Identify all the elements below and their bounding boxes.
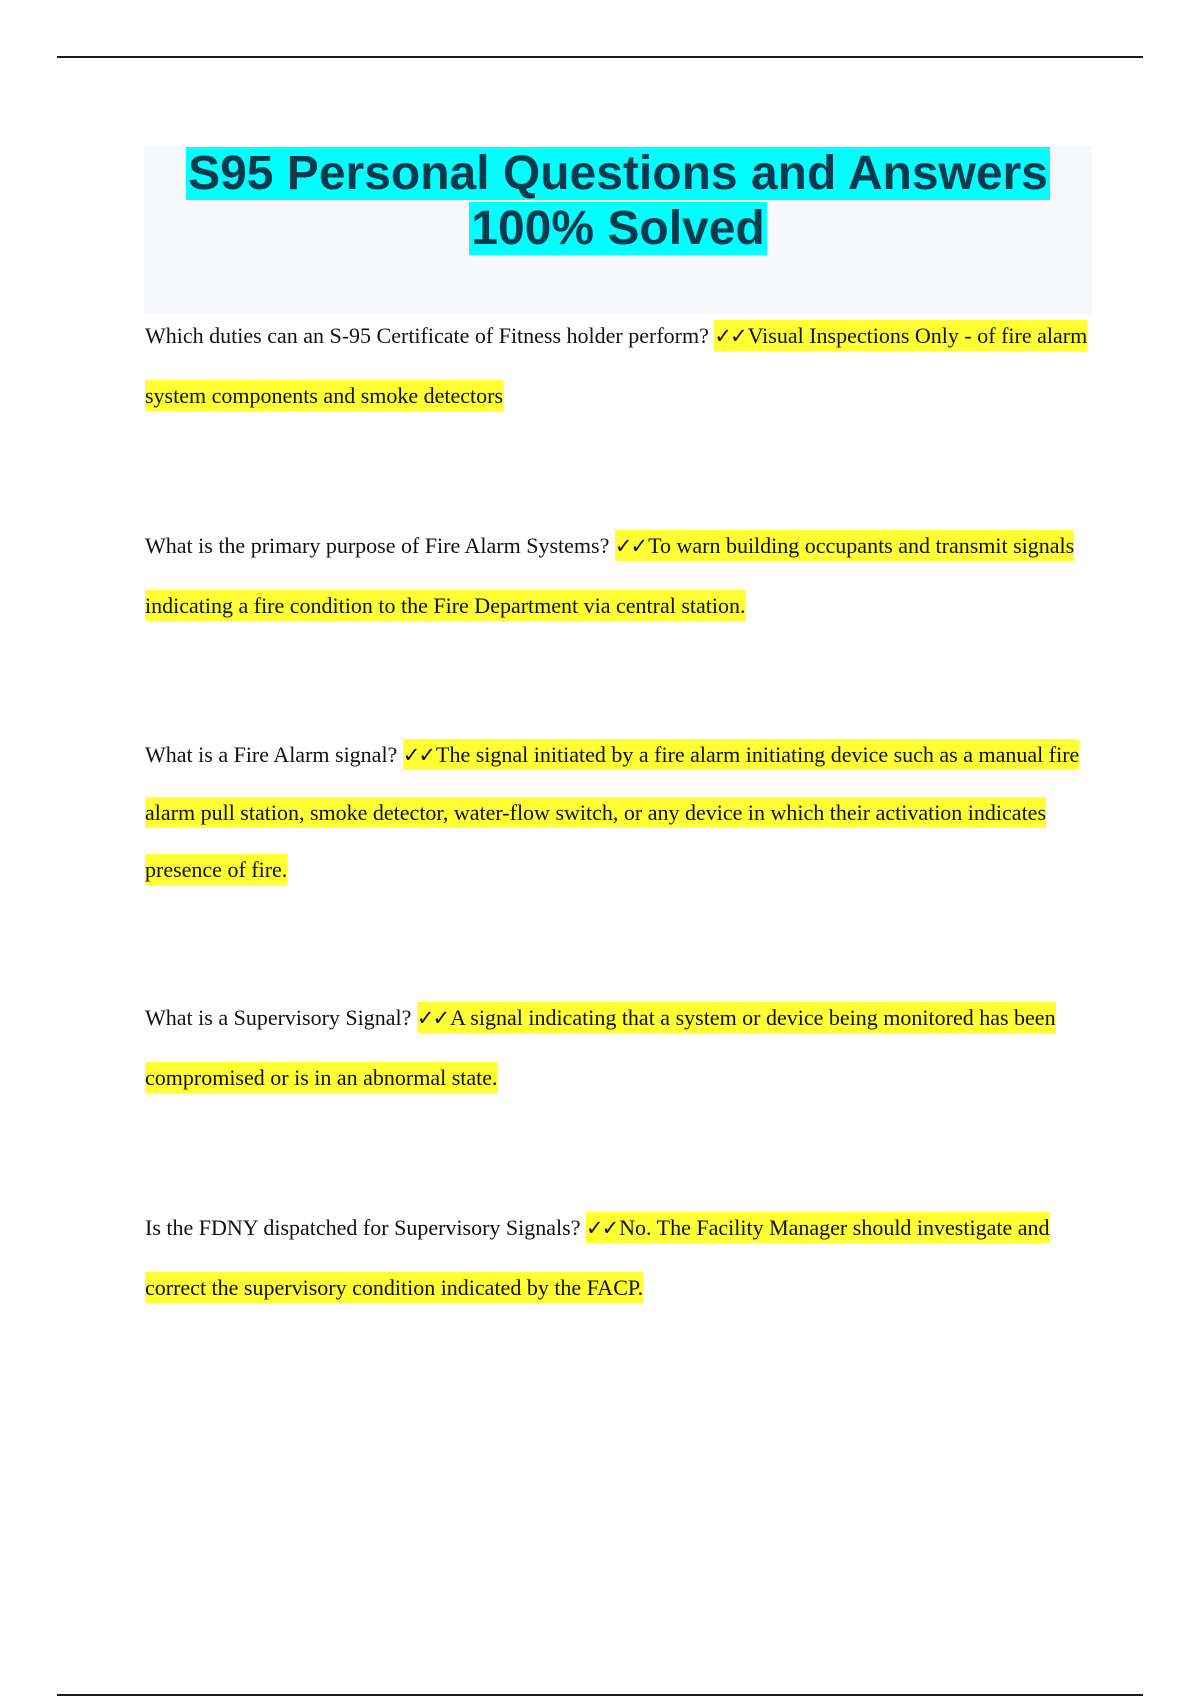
double-check-icon: ✓✓: [416, 1006, 449, 1030]
title-highlight: S95 Personal Questions and Answers 100% Solved: [188, 147, 1048, 255]
qa-item-4: [145, 988, 1090, 1108]
answer-text: A signal indicating that a system or device being monitored has been compromised or is in an abnormal state.: [145, 1005, 1056, 1090]
qa-list: [145, 306, 1090, 1318]
double-check-icon: ✓✓: [402, 743, 435, 767]
document-title: [144, 146, 1092, 256]
double-check-icon: ✓✓: [714, 324, 746, 348]
question-text: Is the FDNY dispatched for Supervisory Signals?: [145, 1215, 581, 1240]
answer-text: No. The Facility Manager should investigate and correct the supervisory condition indicated by the FACP.: [145, 1215, 1050, 1300]
answer-text: Visual Inspections Only - of fire alarm system components and smoke detectors: [145, 323, 1088, 408]
question-text: What is the primary purpose of Fire Alarm Systems?: [145, 533, 610, 558]
question-text: Which duties can an S-95 Certificate of Fitness holder perform?: [145, 323, 709, 348]
answer-text: To warn building occupants and transmit signals indicating a fire condition to the Fire Department via central station.: [145, 533, 1075, 618]
bottom-rule: [57, 1694, 1143, 1696]
qa-item-1: [145, 306, 1090, 426]
double-check-icon: ✓✓: [585, 1216, 618, 1240]
qa-item-3: [145, 726, 1090, 898]
double-check-icon: ✓✓: [614, 534, 647, 558]
question-text: What is a Fire Alarm signal?: [145, 742, 398, 767]
top-rule: [57, 56, 1143, 58]
answer-text: The signal initiated by a fire alarm initiating device such as a manual fire alarm pull station, smoke detector, water-flow switch, or any device in which their activation indicates presence of fire.: [145, 742, 1080, 882]
qa-item-2: [145, 516, 1090, 636]
question-text: What is a Supervisory Signal?: [145, 1005, 412, 1030]
qa-item-5: [145, 1198, 1090, 1318]
